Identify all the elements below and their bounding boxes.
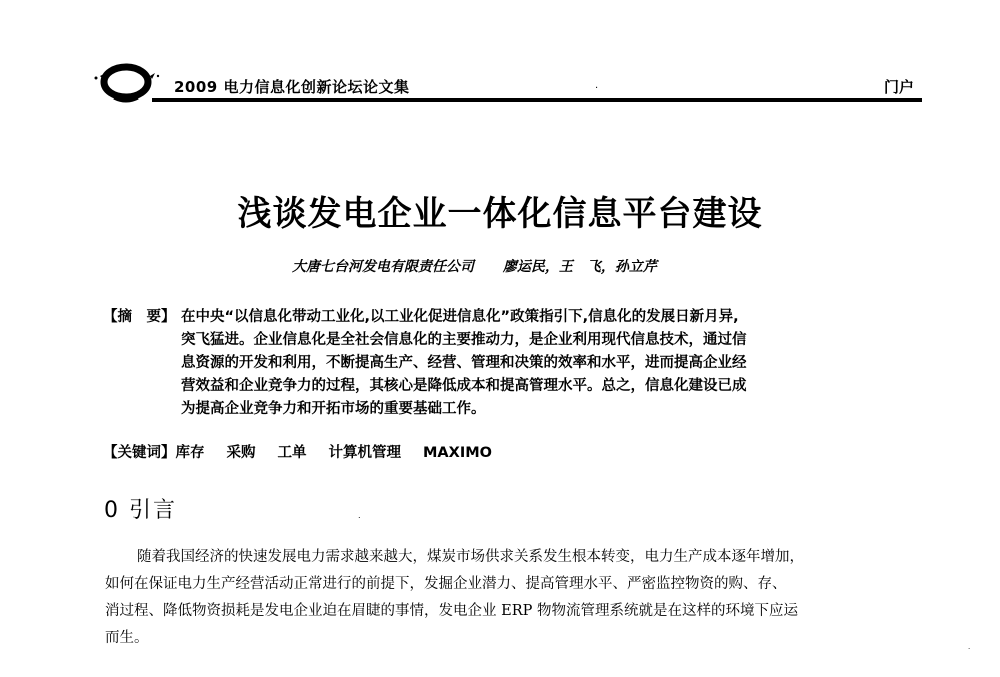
author-affiliation: 大唐七台河发电有限责任公司 (292, 259, 474, 275)
keyword: 工单 (277, 445, 307, 461)
abstract-label: 【摘 要】 (103, 309, 176, 325)
body-paragraph (105, 544, 925, 652)
paper-title: 浅谈发电企业一体化信息平台建设 (237, 194, 763, 234)
keywords-label: 【关键词】 (103, 445, 176, 461)
body-line: 消过程、降低物资损耗是发电企业迫在眉睫的事情，发电企业 ERP 物物流管理系统就是在这样的环境下应运 (105, 603, 798, 619)
author-names: 廖运民，王 飞，孙立芹 (502, 259, 657, 275)
scan-dot: . (968, 643, 971, 651)
abstract-line: 息资源的开发和利用，不断提高生产、经营、管理和决策的效率和水平，进而提高企业经 (181, 355, 747, 371)
header-rule (152, 98, 922, 102)
keyword: 采购 (226, 445, 256, 461)
keywords-line (103, 441, 514, 462)
abstract-line: 在中央“以信息化带动工业化,以工业化促进信息化”政策指引下,信息化的发展日新月异, (181, 309, 739, 325)
abstract-line: 突飞猛进。企业信息化是全社会信息化的主要推动力，是企业利用现代信息技术，通过信 (181, 332, 747, 348)
journal-title: 2009 电力信息化创新论坛论文集 (174, 78, 410, 96)
body-line: 而生。 (105, 630, 149, 646)
keyword: MAXIMO (423, 445, 492, 461)
body-line: 随着我国经济的快速发展电力需求越来越大，煤炭市场供求关系发生根本转变，电力生产成本逐年增加， (137, 549, 804, 565)
header-dot: . (595, 80, 599, 91)
keyword: 计算机管理 (328, 445, 401, 461)
keyword: 库存 (175, 445, 205, 461)
running-header (92, 58, 920, 108)
scan-dot: . (358, 511, 361, 520)
abstract-line: 营效益和企业竞争力的过程，其核心是降低成本和提高管理水平。总之，信息化建设已成 (181, 378, 747, 394)
body-line: 如何在保证电力生产经营活动正常进行的前提下，发掘企业潜力、提高管理水平、严密监控物资的购、存、 (105, 576, 787, 592)
section-label: 门户 (883, 78, 914, 96)
abstract-text (181, 306, 871, 421)
author-line (292, 256, 657, 276)
section-heading: 0 引言 (104, 498, 177, 523)
abstract-line: 为提高企业竞争力和开拓市场的重要基础工作。 (181, 401, 486, 417)
